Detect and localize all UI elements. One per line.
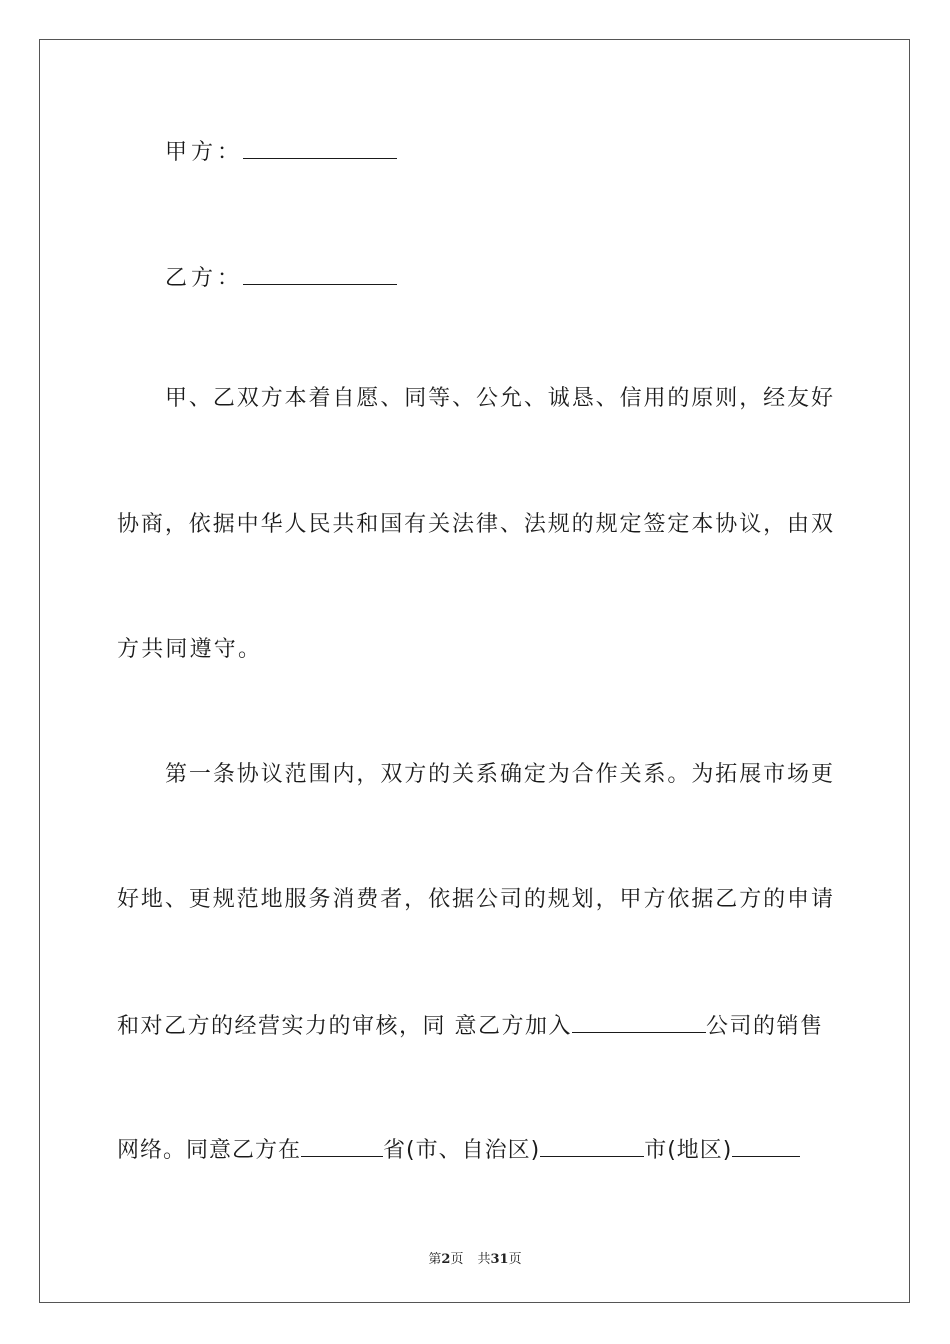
party-b-line bbox=[165, 262, 833, 294]
article1-line-4-part1: 网络。同意乙方在 bbox=[117, 1138, 302, 1163]
article1-line-1: 第一条协议范围内，双方的关系确定为合作关系。为拓展市场更 bbox=[165, 762, 833, 787]
province-blank bbox=[301, 1134, 383, 1157]
article1-line-3 bbox=[117, 1010, 833, 1042]
city-blank bbox=[540, 1134, 644, 1157]
article1-line-2: 好地、更规范地服务消费者，依据公司的规划，甲方依据乙方的申请 bbox=[117, 887, 833, 912]
party-b-blank bbox=[243, 262, 397, 285]
preamble-line-3: 方共同遵守。 bbox=[117, 637, 263, 662]
party-a-blank bbox=[243, 136, 397, 159]
page-suffix: 页 bbox=[450, 1252, 464, 1267]
page-border bbox=[39, 39, 910, 1303]
total-pages: 31 bbox=[490, 1252, 509, 1267]
page-footer bbox=[0, 1248, 950, 1267]
article1-line-4 bbox=[117, 1134, 833, 1166]
article1-line-3-after: 公司的销售 bbox=[706, 1014, 824, 1039]
preamble-line-1: 甲、乙双方本着自愿、同等、公允、诚恳、信用的原则，经友好 bbox=[165, 386, 833, 411]
district-blank bbox=[732, 1134, 800, 1157]
party-a-label: 甲方： bbox=[165, 140, 244, 165]
total-suffix: 页 bbox=[508, 1252, 522, 1267]
page-number: 2 bbox=[441, 1252, 451, 1267]
article1-line-3-before: 和对乙方的经营实力的审核，同 意乙方加入 bbox=[117, 1014, 572, 1039]
article1-line-4-part2: 省(市、自治区) bbox=[383, 1138, 541, 1163]
article1-line-4-part3: 市(地区) bbox=[644, 1138, 733, 1163]
total-prefix: 共 bbox=[477, 1252, 491, 1267]
party-b-label: 乙方： bbox=[165, 266, 244, 291]
party-a-line bbox=[165, 136, 833, 168]
preamble-line-2: 协商，依据中华人民共和国有关法律、法规的规定签定本协议，由双 bbox=[117, 512, 833, 537]
company-name-blank bbox=[572, 1010, 706, 1033]
page-prefix: 第 bbox=[428, 1252, 442, 1267]
